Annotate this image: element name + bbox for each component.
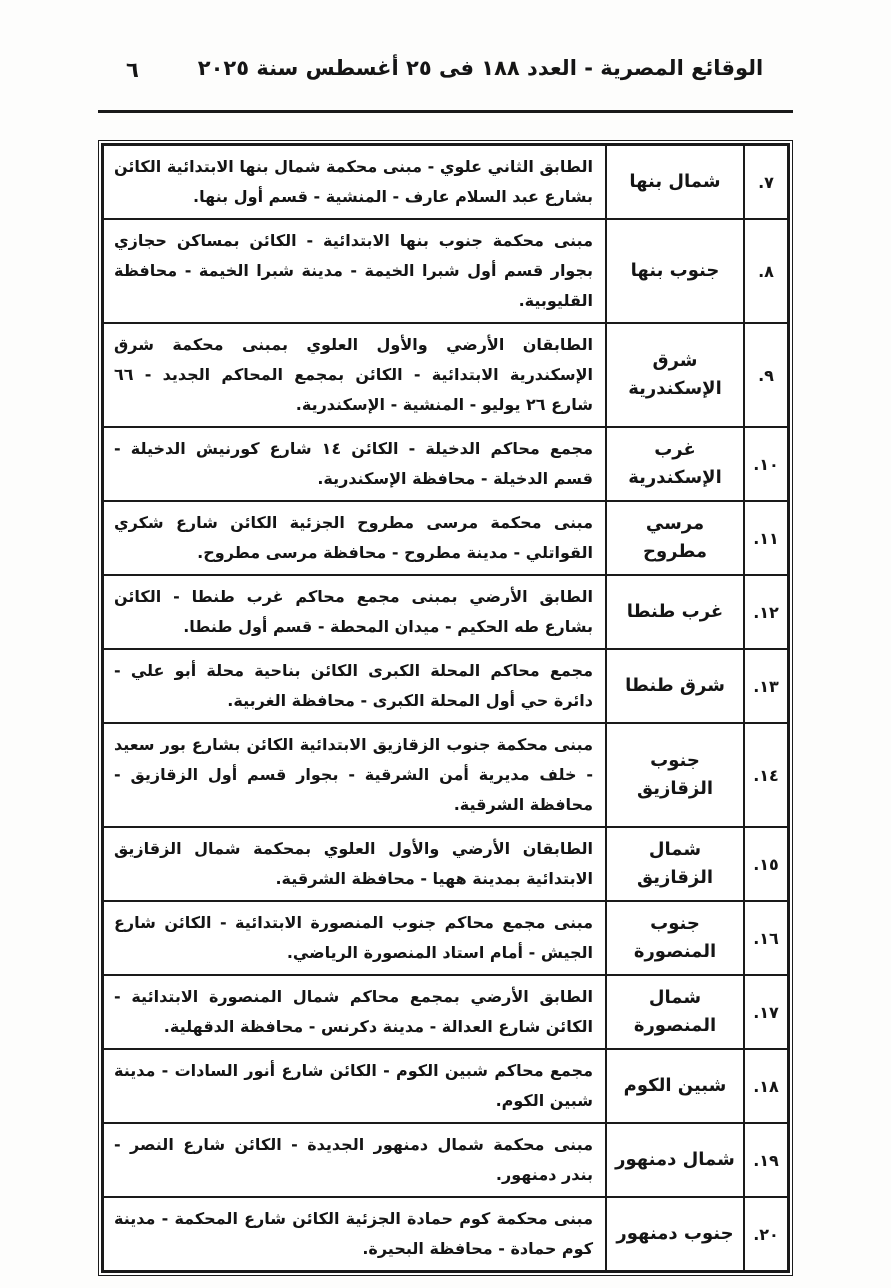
court-location-description: مبنى محكمة كوم حمادة الجزئية الكائن شارع المحكمة - مدينة كوم حمادة - محافظة البحيرة. bbox=[103, 1197, 606, 1271]
table-row bbox=[103, 1123, 788, 1197]
table-row bbox=[103, 975, 788, 1049]
page-header bbox=[98, 56, 793, 102]
row-number: ١٢. bbox=[744, 575, 788, 649]
court-name: غرب طنطا bbox=[606, 575, 744, 649]
table-row bbox=[103, 427, 788, 501]
table-row bbox=[103, 501, 788, 575]
table-row bbox=[103, 649, 788, 723]
row-number: ١٨. bbox=[744, 1049, 788, 1123]
court-name: شمال المنصورة bbox=[606, 975, 744, 1049]
court-location-description: مجمع محاكم الدخيلة - الكائن ١٤ شارع كورنيش الدخيلة - قسم الدخيلة - محافظة الإسكندرية. bbox=[103, 427, 606, 501]
table-row bbox=[103, 1049, 788, 1123]
table-row bbox=[103, 827, 788, 901]
court-name: شرق الإسكندرية bbox=[606, 323, 744, 427]
row-number: ٩. bbox=[744, 323, 788, 427]
courts-table bbox=[102, 144, 789, 1272]
row-number: ١٩. bbox=[744, 1123, 788, 1197]
court-name: جنوب بنها bbox=[606, 219, 744, 323]
court-name: جنوب الزقازيق bbox=[606, 723, 744, 827]
court-location-description: الطابقان الأرضي والأول العلوي بمحكمة شمال الزقازيق الابتدائية بمدينة ههيا - محافظة الشرقية. bbox=[103, 827, 606, 901]
row-number: ١٧. bbox=[744, 975, 788, 1049]
court-location-description: مبنى محكمة شمال دمنهور الجديدة - الكائن شارع النصر - بندر دمنهور. bbox=[103, 1123, 606, 1197]
court-name: غرب الإسكندرية bbox=[606, 427, 744, 501]
court-location-description: مجمع محاكم شبين الكوم - الكائن شارع أنور السادات - مدينة شبين الكوم. bbox=[103, 1049, 606, 1123]
table-row bbox=[103, 145, 788, 219]
table-row bbox=[103, 901, 788, 975]
row-number: ٢٠. bbox=[744, 1197, 788, 1271]
table-row bbox=[103, 323, 788, 427]
court-location-description: الطابق الثاني علوي - مبنى محكمة شمال بنها الابتدائية الكائن بشارع عبد السلام عارف - المنشية - قسم أول بنها. bbox=[103, 145, 606, 219]
gazette-page bbox=[98, 0, 793, 1276]
row-number: ١٠. bbox=[744, 427, 788, 501]
header-rule bbox=[98, 110, 793, 113]
row-number: ١٤. bbox=[744, 723, 788, 827]
row-number: ١٦. bbox=[744, 901, 788, 975]
court-name: مرسي مطروح bbox=[606, 501, 744, 575]
courts-table-wrapper bbox=[98, 140, 793, 1276]
table-row bbox=[103, 723, 788, 827]
court-name: شمال دمنهور bbox=[606, 1123, 744, 1197]
row-number: ٨. bbox=[744, 219, 788, 323]
row-number: ٧. bbox=[744, 145, 788, 219]
court-name: جنوب دمنهور bbox=[606, 1197, 744, 1271]
row-number: ١٥. bbox=[744, 827, 788, 901]
row-number: ١١. bbox=[744, 501, 788, 575]
court-name: شمال الزقازيق bbox=[606, 827, 744, 901]
court-location-description: الطابق الأرضي بمجمع محاكم شمال المنصورة الابتدائية - الكائن شارع العدالة - مدينة دكرنس - محافظة الدقهلية. bbox=[103, 975, 606, 1049]
court-name: شبين الكوم bbox=[606, 1049, 744, 1123]
table-row bbox=[103, 575, 788, 649]
table-row bbox=[103, 1197, 788, 1271]
court-location-description: مبنى مجمع محاكم جنوب المنصورة الابتدائية - الكائن شارع الجيش - أمام استاد المنصورة الرياضي. bbox=[103, 901, 606, 975]
courts-table-body bbox=[103, 145, 788, 1271]
court-location-description: الطابقان الأرضي والأول العلوي بمبنى محكمة شرق الإسكندرية الابتدائية - الكائن بمجمع المحاكم الجديد - ٦٦ شارع ٢٦ يوليو - المنشية - الإسكندرية. bbox=[103, 323, 606, 427]
court-location-description: مجمع محاكم المحلة الكبرى الكائن بناحية محلة أبو علي - دائرة حي أول المحلة الكبرى - محافظة الغربية. bbox=[103, 649, 606, 723]
court-location-description: مبنى محكمة مرسى مطروح الجزئية الكائن شارع شكري القواتلي - مدينة مطروح - محافظة مرسى مطروح. bbox=[103, 501, 606, 575]
gazette-title: الوقائع المصرية - العدد ١٨٨ فى ٢٥ أغسطس سنة ٢٠٢٥ bbox=[197, 56, 764, 80]
court-name: شمال بنها bbox=[606, 145, 744, 219]
court-location-description: مبنى محكمة جنوب الزقازيق الابتدائية الكائن بشارع بور سعيد - خلف مديرية أمن الشرقية - بجوار قسم أول الزقازيق - محافظة الشرقية. bbox=[103, 723, 606, 827]
court-location-description: الطابق الأرضي بمبنى مجمع محاكم غرب طنطا - الكائن بشارع طه الحكيم - ميدان المحطة - قسم أول طنطا. bbox=[103, 575, 606, 649]
court-name: شرق طنطا bbox=[606, 649, 744, 723]
table-row bbox=[103, 219, 788, 323]
row-number: ١٣. bbox=[744, 649, 788, 723]
court-name: جنوب المنصورة bbox=[606, 901, 744, 975]
page-number: ٦ bbox=[126, 58, 139, 82]
court-location-description: مبنى محكمة جنوب بنها الابتدائية - الكائن بمساكن حجازي بجوار قسم أول شبرا الخيمة - مدينة شبرا الخيمة - محافظة القليوبية. bbox=[103, 219, 606, 323]
